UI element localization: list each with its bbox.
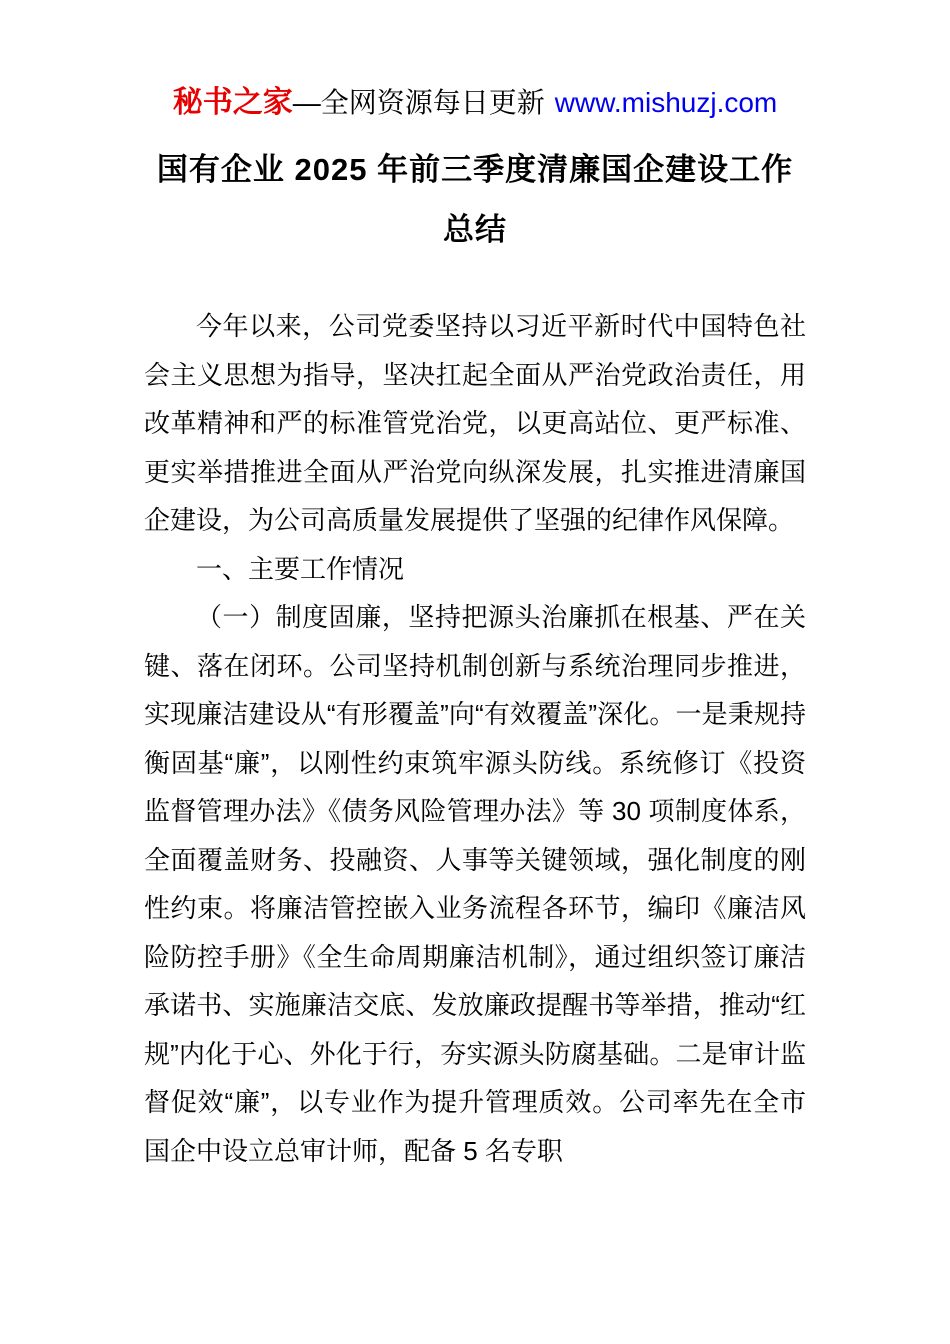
site-banner xyxy=(144,82,806,124)
paragraph-intro: 今年以来，公司党委坚持以习近平新时代中国特色社会主义思想为指导，坚决扛起全面从严治党政治责任，用改革精神和严的标准管党治党，以更高站位、更严标准、更实举措推进全面从严治党向纵深发展，扎实推进清廉国企建设，为公司高质量发展提供了坚强的纪律作风保障。 xyxy=(144,311,806,535)
banner-separator: — xyxy=(292,87,321,118)
banner-tagline: 全网资源每日更新 xyxy=(320,87,545,118)
section-heading-main-work: 一、主要工作情况 xyxy=(196,553,405,584)
paragraph-institution-building: （一）制度固廉，坚持把源头治廉抓在根基、严在关键、落在闭环。公司坚持机制创新与系统治理同步推进，实现廉洁建设从“有形覆盖”向“有效覆盖”深化。一是秉规持衡固基“廉”，以刚性约束筑牢源头防线。系统修订《投资监督管理办法》《债务风险管理办法》等 30 项制度体系，全面覆盖财务、投融资、人事等关键领域，强化制度的刚性约束。将廉洁管控嵌入业务流程各环节，编印《廉洁风险防控手册》《全生命周期廉洁机制》，通过组织签订廉洁承诺书、实施廉洁交底、发放廉政提醒书等举措，推动“红规”内化于心、外化于行，夯实源头防腐基础。二是审计监督促效“廉”，以专业作为提升管理质效。公司率先在全市国企中设立总审计师，配备 5 名专职 xyxy=(144,602,806,1166)
site-brand: 秘书之家 xyxy=(172,86,293,119)
document-title: 国有企业 2025 年前三季度清廉国企建设工作总结 xyxy=(156,152,794,247)
document-body xyxy=(144,302,806,1175)
site-url-link[interactable]: www.mishuzj.com xyxy=(554,87,778,118)
